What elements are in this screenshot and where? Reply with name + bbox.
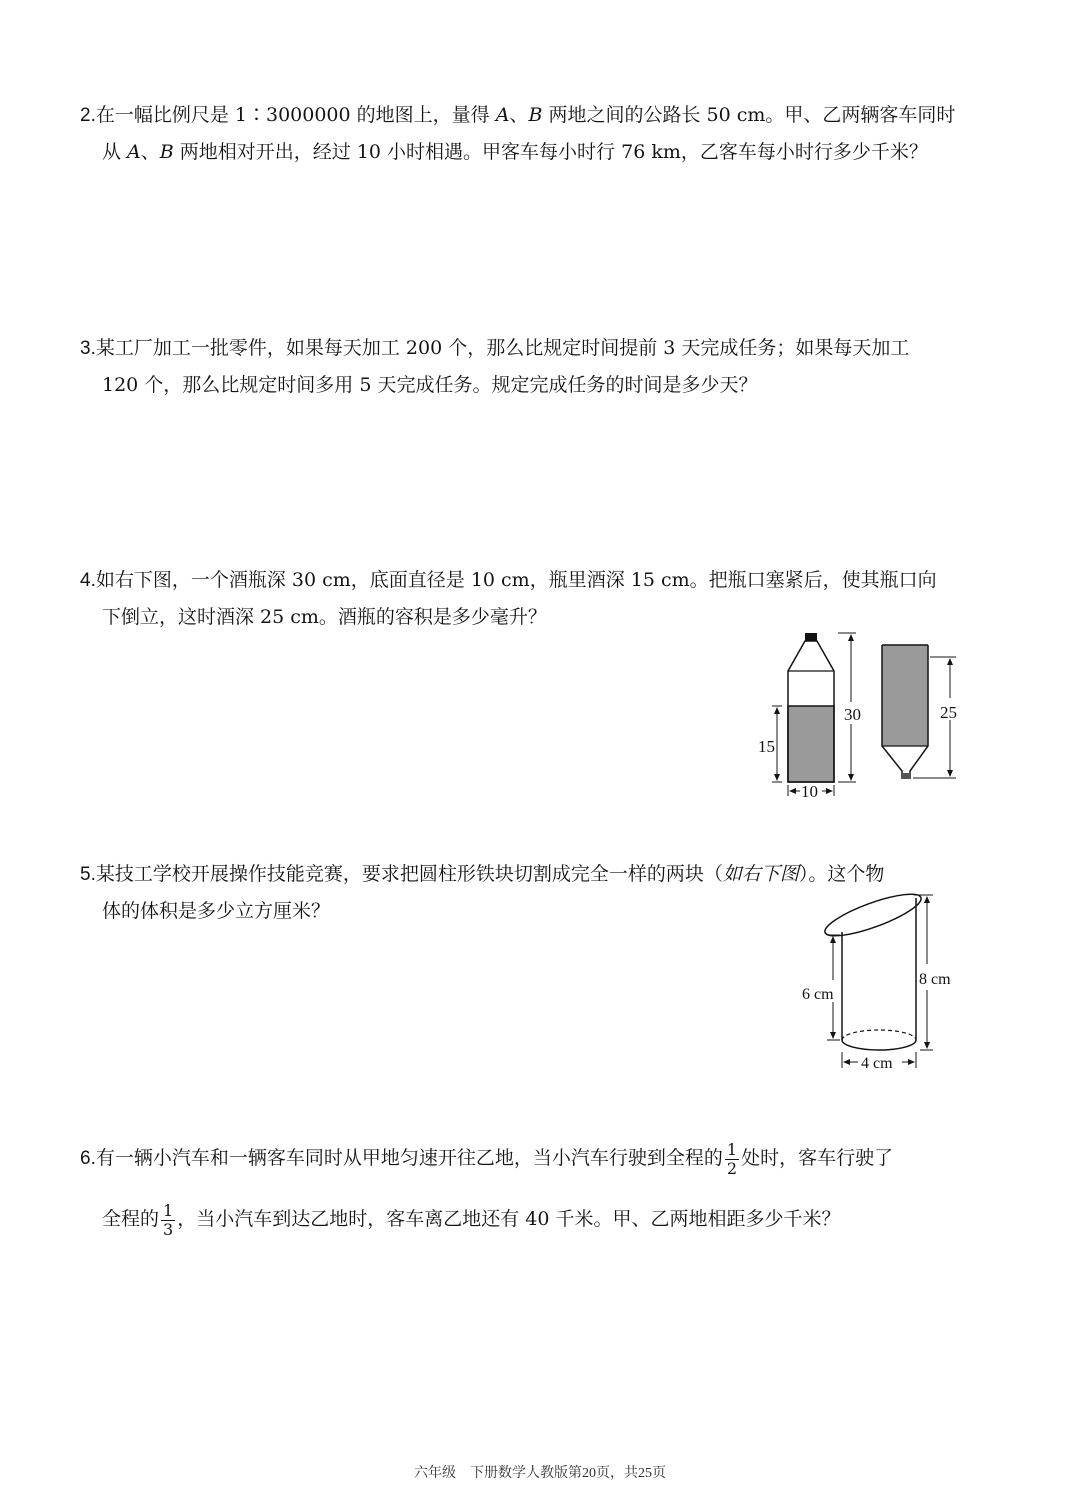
cut-cylinder-figure xyxy=(790,890,980,1075)
inverted-wine-liquid xyxy=(882,645,928,746)
question-6-line-2: 全程的 $\frac{1}{3}$ ，当小汽车到达乙地时，客车离乙地还有 40 千米。甲、乙两地相距多少千米？ xyxy=(102,1200,841,1239)
question-6 xyxy=(80,1128,970,1249)
arrow-head xyxy=(826,788,833,794)
page-footer: 六年级 下册数学人教版第20页，共25页 xyxy=(414,1466,666,1481)
question-number: 4. xyxy=(80,570,96,591)
bottle-cap xyxy=(805,633,817,641)
question-number: 6. xyxy=(80,1148,96,1169)
arrow-head xyxy=(789,788,796,794)
arrow-head xyxy=(848,634,854,641)
bottom-ellipse-front xyxy=(842,1040,916,1050)
arrow-head xyxy=(908,1059,915,1065)
arrow-head xyxy=(830,936,836,943)
inverted-bottle-cap xyxy=(901,773,911,779)
question-4-line-2: 下倒立，这时酒深 25 cm。酒瓶的容积是多少毫升？ xyxy=(102,606,547,628)
question-5-line-1: 5.某技工学校开展操作技能竞赛，要求把圆柱形铁块切割成完全一样的两块（如右下图）。这个物 xyxy=(80,863,885,885)
dim-15-label: 15 xyxy=(758,737,775,756)
question-4-line-1: 4.如右下图，一个酒瓶深 30 cm，底面直径是 10 cm，瓶里酒深 15 cm。把瓶口塞紧后，使其瓶口向 xyxy=(80,569,937,591)
question-3-line-1: 3.某工厂加工一批零件，如果每天加工 200 个，那么比规定时间提前 3 天完成任务；如果每天加工 xyxy=(80,337,910,359)
question-2-line-1: 2.在一幅比例尺是 1∶3000000 的地图上，量得 A、B 两地之间的公路长 50 cm。甲、乙两辆客车同时 xyxy=(80,104,956,126)
arrow-head xyxy=(830,1032,836,1039)
arrow-head xyxy=(947,658,953,665)
arrow-head xyxy=(843,1059,850,1065)
question-4 xyxy=(80,562,970,635)
fraction-one-third: $\frac{1}{3}$ xyxy=(163,1200,174,1239)
dim-6-label: 6 cm xyxy=(802,986,834,1003)
arrow-head xyxy=(774,707,780,714)
question-number: 5. xyxy=(80,864,96,885)
dim-10-label: 10 xyxy=(801,782,818,801)
bottom-ellipse-back xyxy=(842,1030,916,1040)
arrow-head xyxy=(848,774,854,781)
dim-4-label: 4 cm xyxy=(861,1055,893,1072)
bottle-figure xyxy=(750,628,980,803)
question-number: 2. xyxy=(80,105,96,126)
arrow-head xyxy=(947,770,953,777)
arrow-head xyxy=(924,1042,930,1049)
arrow-head xyxy=(924,896,930,903)
wine-liquid xyxy=(788,706,834,782)
question-3-line-2: 120 个，那么比规定时间多用 5 天完成任务。规定完成任务的时间是多少天？ xyxy=(102,374,758,396)
question-2 xyxy=(80,97,970,170)
question-3 xyxy=(80,330,970,403)
fraction-one-half: $\frac{1}{2}$ xyxy=(726,1139,738,1178)
question-6-line-1: 6.有一辆小汽车和一辆客车同时从甲地匀速开往乙地，当小汽车行驶到全程的 $\frac{1}{2}$ 处时，客车行驶了 xyxy=(80,1139,894,1178)
dim-25-label: 25 xyxy=(940,703,957,722)
dim-30-label: 30 xyxy=(844,705,861,724)
dim-8-label: 8 cm xyxy=(919,971,951,988)
question-2-line-2: 从 A、B 两地相对开出，经过 10 小时相遇。甲客车每小时行 76 km，乙客车每小时行多少千米？ xyxy=(102,141,928,163)
question-5-line-2: 体的体积是多少立方厘米？ xyxy=(102,900,331,922)
question-number: 3. xyxy=(80,338,96,359)
arrow-head xyxy=(774,774,780,781)
slanted-top-ellipse xyxy=(821,890,925,944)
